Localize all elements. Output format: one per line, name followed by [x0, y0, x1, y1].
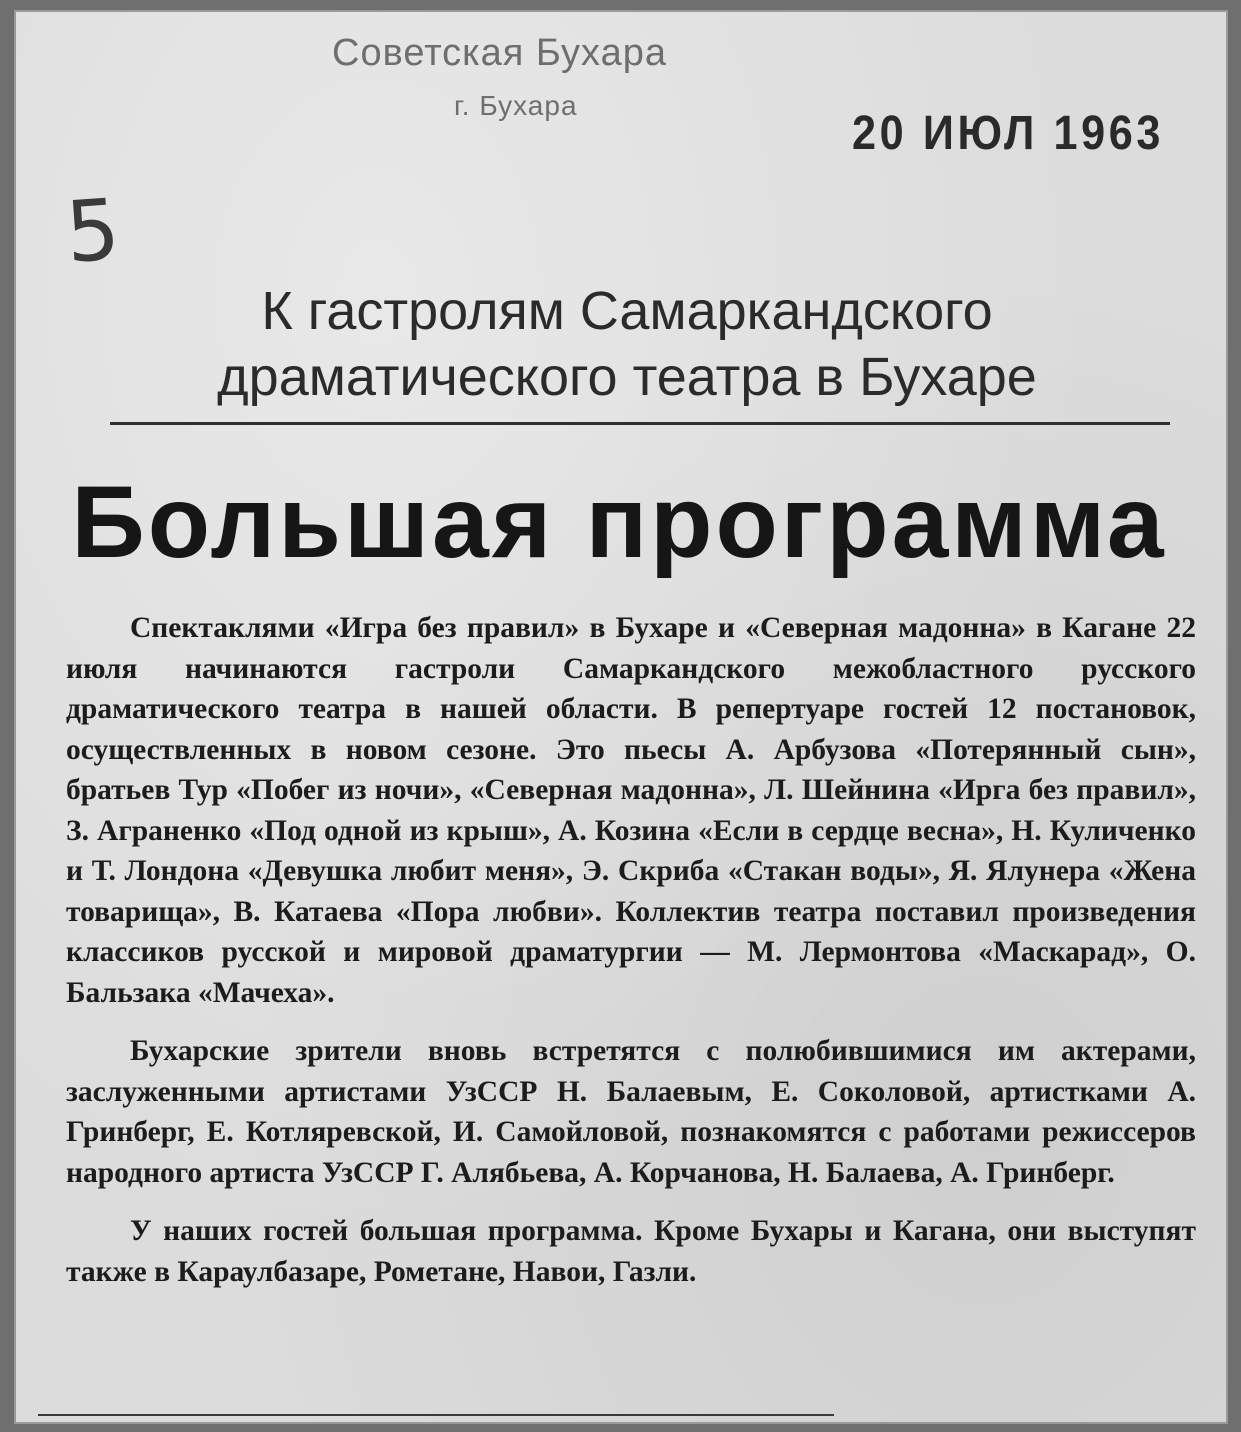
article-body [66, 608, 1196, 1310]
kicker-divider [110, 422, 1170, 425]
bottom-divider [38, 1414, 834, 1416]
kicker-line-1: К гастролям Самаркандского [261, 281, 993, 341]
article-paragraph-1: Спектаклями «Игра без правил» в Бухаре и «Северная мадонна» в Кагане 22 июля начинаются гастроли Самаркандского межобластного русского драматического театра в нашей области. В репертуаре гостей 12 постановок, осуществленных в новом сезоне. Это пьесы А. Арбузова «Потерянный сын», братьев Тур «Побег из ночи», «Северная мадонна», Л. Шейнина «Ирга без правил», З. Аграненко «Под одной из крыш», А. Козина «Если в сердце весна», Н. Куличенко и Т. Лондона «Девушка любит меня», Э. Скриба «Стакан воды», Я. Ялунера «Жена товарища», В. Катаева «Пора любви». Коллектив театра поставил произведения классиков русской и мировой драматургии — М. Лермонтова «Маскарад», О. Бальзака «Мачеха». [66, 612, 1196, 1009]
city-stamp: г. Бухара [454, 90, 578, 121]
newspaper-clipping [14, 10, 1228, 1424]
article-paragraph-3: У наших гостей большая программа. Кроме Бухары и Кагана, они выступят также в Караулбазаре, Рометане, Навои, Газли. [66, 1215, 1196, 1288]
handwritten-archive-number: 5 [62, 180, 123, 282]
article-paragraph-2: Бухарские зрители вновь встретятся с полюбившимися им актерами, заслуженными артистами УзССР Н. Балаевым, Е. Соколовой, артистками А. Гринберг, Е. Котляревской, И. Самойловой, познакомятся с работами режиссеров народного артиста УзССР Г. Алябьева, А. Корчанова, Н. Балаева, А. Гринберг. [66, 1035, 1196, 1189]
newspaper-name-stamp: Советская Бухара [332, 32, 667, 74]
article-kicker [122, 278, 1132, 410]
kicker-line-2: драматического театра в Бухаре [217, 347, 1037, 407]
article-headline: Большая программа [71, 465, 1167, 579]
date-stamp: 20 ИЮЛ 1963 [852, 107, 1165, 160]
